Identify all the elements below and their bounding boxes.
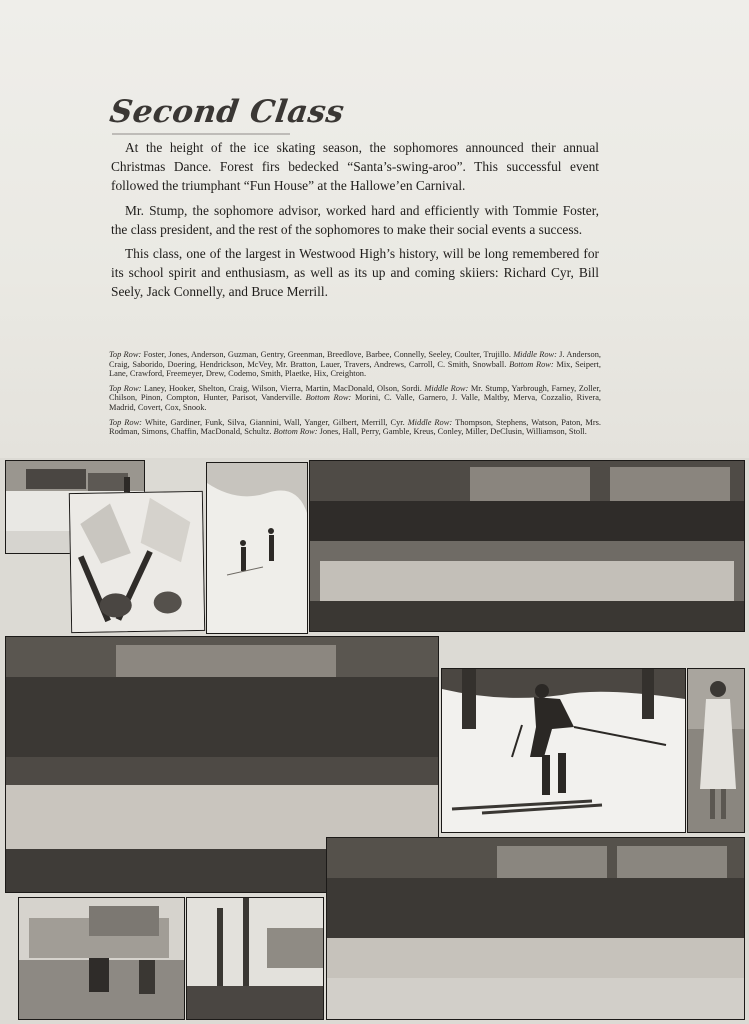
photo-skis-crossed [69, 491, 205, 633]
paragraph: At the height of the ice skating season, the sophomores announced their annual Christmas Dance. Forest firs bedecked “Santa’s-swing-aroo”. This successful event followed the triumphant “Fun House” at the Hallowe’en Carnival. [111, 140, 599, 194]
paragraph: This class, one of the largest in Westwood High’s history, will be long remembered for its school spirit and enthusiasm, as well as its up and coming skiiers: Richard Cyr, Bill Seely, Jack Connelly, and Bruce Merrill. [111, 246, 599, 300]
photo-campus-buildings [18, 897, 185, 1020]
photo-girl-standing-image [688, 669, 744, 832]
caption-row-label: Middle Row: [407, 417, 456, 427]
photo-class-group-1 [309, 460, 745, 632]
caption-names: J. Anderson, Craig, Saborido, Doering, Hendrickson, McVey, Mr. Bratton, Lauer, Travers, Andrews, Carroll, C. Smith, Snowball. [109, 350, 601, 369]
photo-cabin-trees [186, 897, 324, 1020]
photo-skier-action [441, 668, 686, 833]
body-text [111, 138, 599, 307]
heading-underline [112, 133, 290, 135]
photo-skiers-on-slope [206, 462, 308, 634]
caption-block [109, 384, 601, 413]
caption-names: Laney, Hooker, Shelton, Craig, Wilson, Vierra, Martin, MacDonald, Olson, Sordi. [143, 383, 425, 393]
caption-row-label: Top Row: [109, 350, 144, 359]
caption-row-label: Top Row: [109, 417, 145, 427]
caption-names: Foster, Jones, Anderson, Guzman, Gentry, Greenman, Breedlove, Barbee, Connelly, Seeley, Coulter, Trujillo. [143, 350, 514, 359]
caption-block [109, 350, 601, 379]
caption-row-label: Bottom Row: [273, 427, 320, 437]
caption-names: Thompson, Stephens, Watson, Paton, Mrs. Rodman, Simons, Chaffin, MacDonald, Schultz. [109, 417, 601, 437]
caption-names: Morini, C. Valle, Garnero, J. Valle, Maltby, Merva, Cozzalio, Rivera, Madrid, Covert, Cox, Snook. [109, 393, 602, 412]
caption-names: Jones, Hall, Perry, Gamble, Kreus, Conley, Miller, DeClusin, Williamson, Stoll. [319, 427, 587, 437]
photo-skis-crossed-image [70, 492, 204, 632]
caption-row-label: Top Row: [109, 383, 144, 393]
paragraph: Mr. Stump, the sophomore advisor, worked hard and efficiently with Tommie Foster, the class president, and the rest of the sophomores to make their social events a success. [111, 202, 599, 237]
caption-names: White, Gardiner, Funk, Silva, Giannini, Wall, Yanger, Gilbert, Merrill, Cyr. [144, 417, 408, 427]
caption-row-label: Middle Row: [424, 383, 471, 393]
photo-captions [109, 350, 601, 442]
photo-class-group-1-image [310, 461, 744, 631]
photo-skier-action-image [442, 669, 685, 832]
caption-row-label: Bottom Row: [305, 393, 355, 403]
photo-class-group-3 [326, 837, 745, 1020]
photo-campus-buildings-image [19, 898, 184, 1019]
caption-names: Mr. Stump, Yarbrough, Farney, Zoller, Chilson, Pinon, Compton, Hunter, Parisot, Vanderville. [109, 383, 601, 403]
photo-skiers-on-slope-image [207, 463, 307, 633]
caption-row-label: Bottom Row: [509, 359, 557, 369]
caption-row-label: Middle Row: [513, 350, 560, 359]
caption-block [109, 418, 601, 437]
page-heading: Second Class [107, 94, 347, 130]
caption-names: Mix, Seipert, Lane, Crawford, Freemeyer, Drew, Codemo, Smith, Plaetke, Hix, Creighton. [109, 359, 601, 379]
photo-cabin-trees-image [187, 898, 323, 1019]
photo-class-group-3-image [327, 838, 744, 1019]
photo-girl-standing [687, 668, 745, 833]
